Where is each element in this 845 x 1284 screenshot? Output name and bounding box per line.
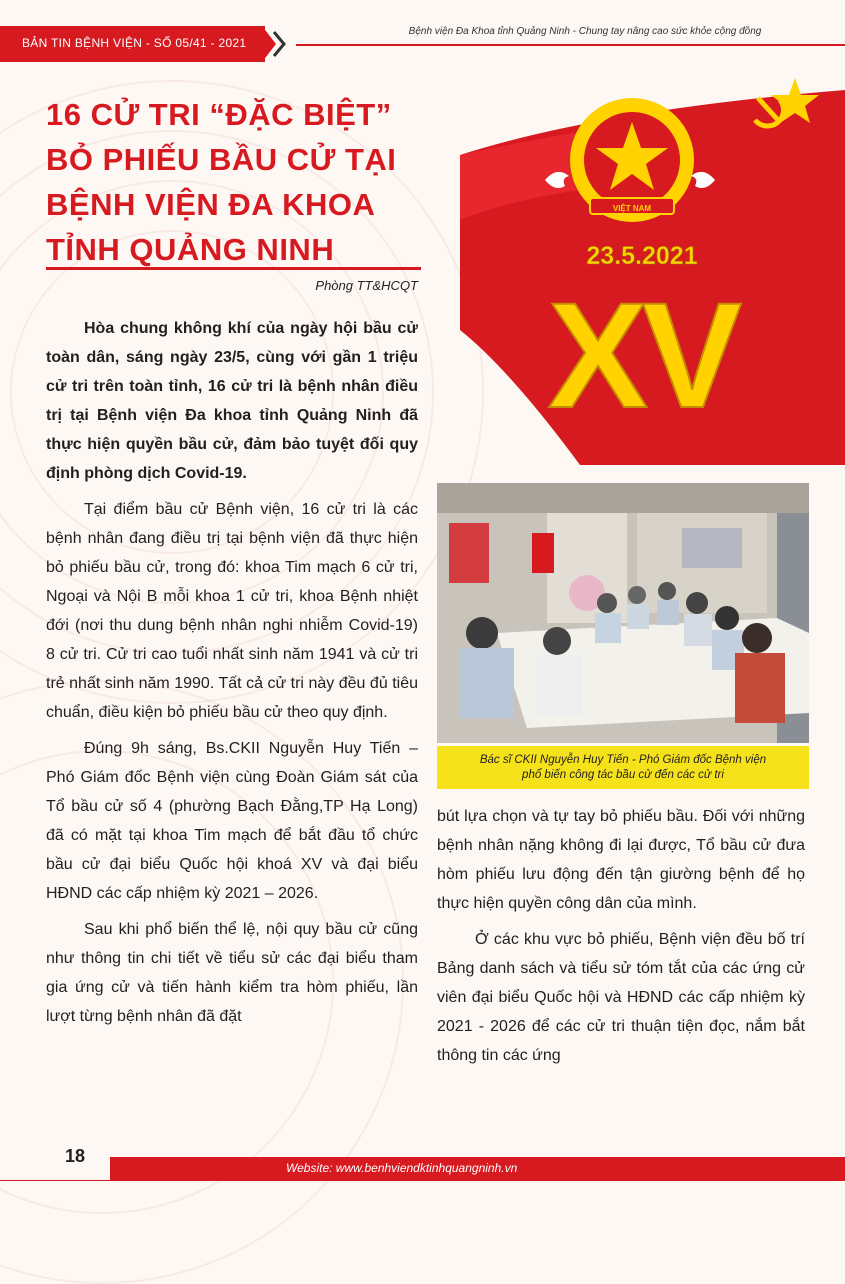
body-paragraph: bút lựa chọn và tự tay bỏ phiếu bầu. Đối với những bệnh nhân nặng không đi lại được, Tổ bầu cử đưa hòm phiếu lưu động đến tận giường bệnh để họ thực hiện quyền công dân của mình. xyxy=(437,808,805,912)
voting-photo xyxy=(437,483,809,743)
chevron-right-icon xyxy=(272,30,286,58)
title-line: 16 CỬ TRI “ĐẶC BIỆT” xyxy=(46,97,392,132)
poster-graphic xyxy=(450,70,845,465)
body-paragraph: Tại điểm bầu cử Bệnh viện, 16 cử tri là các bệnh nhân đang điều trị tại bệnh viện đã thực hiện bỏ phiếu bầu cử, trong đó: khoa Tim mạch 6 cử tri, Ngoại và Nội B mỗi khoa 1 cử tri, khoa Bệnh nhiệt đới (nơi thu dung bệnh nhân nghi nhiễm Covid-19) 8 cử tri. Cử tri cao tuổi nhất sinh năm 1941 và cử tri trẻ nhất sinh năm 1990. Tất cả cử tri này đều đủ tiêu chuẩn, điều kiện bỏ phiếu bầu cử theo quy định. xyxy=(46,501,418,721)
body-paragraph: Ở các khu vực bỏ phiếu, Bệnh viện đều bố trí Bảng danh sách và tiểu sử tóm tắt của các ứng cử viên đại biểu Quốc hội và HĐND các cấp nhiệm kỳ 2021 - 2026 để các cử tri thuận tiện đọc, nắm bắt thông tin các ứng xyxy=(437,931,805,1064)
title-line: BỎ PHIẾU BẦU CỬ TẠI xyxy=(46,142,397,177)
poster-roman: XV xyxy=(547,271,737,439)
issue-label: BẢN TIN BỆNH VIỆN - SỐ 05/41 - 2021 xyxy=(22,36,247,50)
page-number: 18 xyxy=(65,1146,86,1166)
title-underline xyxy=(46,267,421,270)
page-number-tab xyxy=(0,1140,110,1180)
caption-line: Bác sĩ CKII Nguyễn Huy Tiến - Phó Giám đốc Bệnh viện xyxy=(479,753,767,766)
title-line: BỆNH VIỆN ĐA KHOA xyxy=(46,187,376,222)
article-author: Phòng TT&HCQT xyxy=(315,278,418,293)
article-title xyxy=(46,92,426,272)
article-column-right xyxy=(437,802,805,1077)
footer-website: Website: www.benhviendktinhquangninh.vn xyxy=(286,1161,518,1175)
body-paragraph: Sau khi phổ biến thể lệ, nội quy bầu cử cũng như thông tin chi tiết về tiểu sử các đại biểu tham gia ứng cử và tiến hành kiểm tra hòm phiếu, lần lượt từng bệnh nhân đã đặt xyxy=(46,921,418,1025)
lead-paragraph: Hòa chung không khí của ngày hội bầu cử toàn dân, sáng ngày 23/5, cùng với gần 1 triệu cử tri trên toàn tỉnh, 16 cử tri là bệnh nhân điều trị tại Bệnh viện Đa khoa tỉnh Quảng Ninh đã thực hiện quyền bầu cử, đảm bảo tuyệt đối quy định phòng dịch Covid-19. xyxy=(46,320,418,482)
poster-date: 23.5.2021 xyxy=(586,242,698,270)
photo-illustration xyxy=(437,483,809,743)
header-slogan: Bệnh viện Đa Khoa tỉnh Quảng Ninh - Chung tay nâng cao sức khỏe cộng đồng xyxy=(408,26,762,37)
title-line: TỈNH QUẢNG NINH xyxy=(46,232,335,267)
body-paragraph: Đúng 9h sáng, Bs.CKII Nguyễn Huy Tiến – Phó Giám đốc Bệnh viện cùng Đoàn Giám sát của Tổ bầu cử số 4 (phường Bạch Đằng,TP Hạ Long) đã có mặt tại khoa Tim mạch để bắt đầu tổ chức bầu cử đại biểu Quốc hội khoá XV và đại biểu HĐND các cấp nhiệm kỳ 2021 – 2026. xyxy=(46,740,418,902)
emblem-text: VIỆT NAM xyxy=(612,204,652,213)
header-rule xyxy=(296,44,845,46)
photo-caption xyxy=(437,746,809,789)
caption-line: phổ biến công tác bầu cử đến các cử tri xyxy=(522,768,724,781)
election-poster xyxy=(450,70,845,465)
article-column-left xyxy=(46,314,418,1038)
